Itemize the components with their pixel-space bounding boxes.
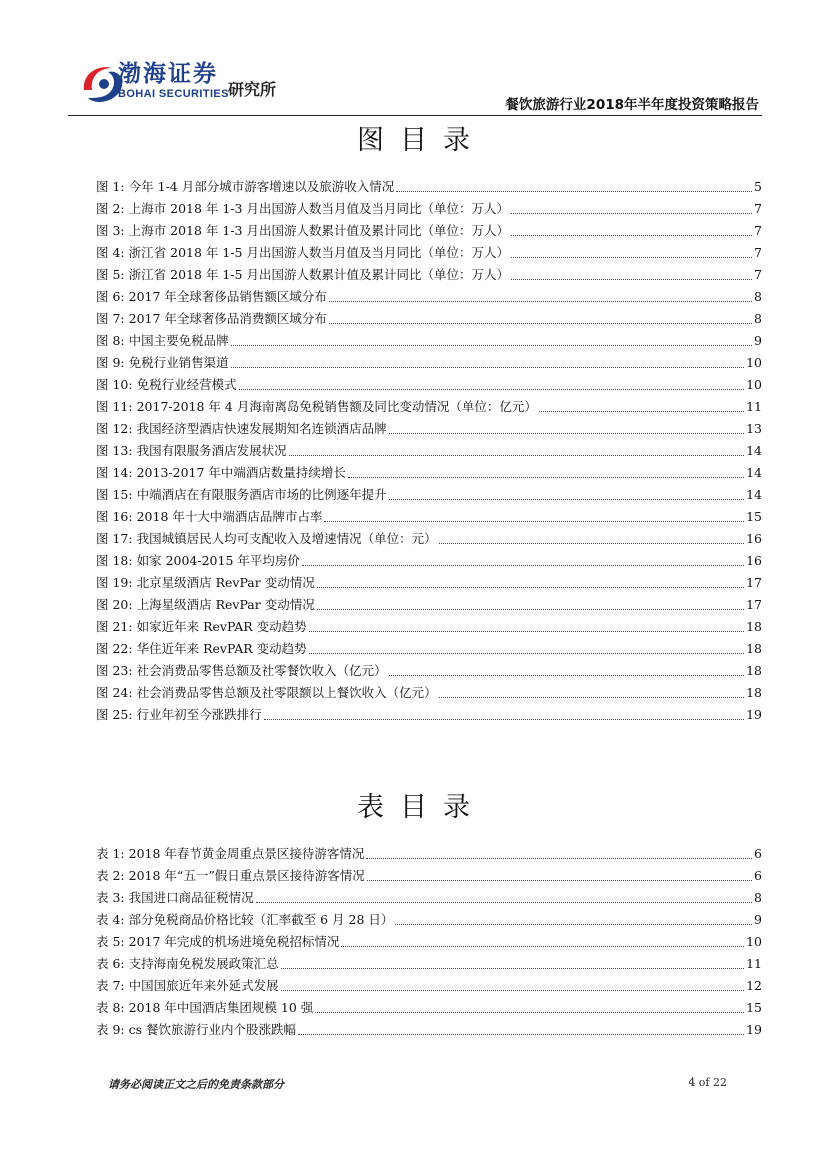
- table-entry-page: 6: [754, 868, 762, 883]
- table-index-title: 表目录: [357, 792, 486, 823]
- table-entry-label: 表 8:: [96, 1000, 125, 1015]
- dot-leader: [367, 879, 752, 881]
- table-entry-title: 支持海南免税发展政策汇总: [128, 956, 279, 971]
- figure-entry[interactable]: [96, 330, 762, 352]
- table-entry-page: 19: [746, 1022, 762, 1037]
- table-entry-label: 表 5:: [96, 934, 125, 949]
- figure-entry-page: 18: [746, 685, 762, 700]
- dot-leader: [317, 608, 744, 610]
- figure-entry-title: 如家近年来 RevPAR 变动趋势: [136, 619, 307, 634]
- table-entry[interactable]: [96, 865, 762, 887]
- figure-entry-label: 图 15:: [96, 487, 133, 502]
- figure-entry-label: 图 4:: [96, 245, 125, 260]
- table-entry-page: 12: [746, 978, 762, 993]
- figure-entry[interactable]: [96, 528, 762, 550]
- table-entry-label: 表 7:: [96, 978, 125, 993]
- table-entry-title: cs 餐饮旅游行业内个股涨跌幅: [128, 1022, 297, 1037]
- figure-entry-label: 图 20:: [96, 597, 133, 612]
- figure-entry-title: 行业年初至今涨跌排行: [136, 707, 262, 722]
- figure-index-list: [96, 176, 762, 726]
- dot-leader: [298, 1033, 744, 1035]
- figure-index-title: 图目录: [357, 125, 486, 156]
- figure-entry-title: 2017 年全球奢侈品销售额区域分布: [128, 289, 327, 304]
- brand-name-cn: 渤海证券: [118, 61, 218, 87]
- dot-leader: [511, 278, 752, 280]
- dot-leader: [539, 410, 744, 412]
- figure-entry-label: 图 1:: [96, 179, 125, 194]
- dot-leader: [315, 1011, 744, 1013]
- dot-leader: [329, 300, 752, 302]
- figure-entry-page: 15: [746, 509, 762, 524]
- figure-entry-title: 浙江省 2018 年 1-5 月出国游人数当月值及当月同比（单位：万人）: [128, 245, 509, 260]
- dot-leader: [317, 586, 744, 588]
- figure-entry[interactable]: [96, 176, 762, 198]
- figure-entry-title: 今年 1-4 月部分城市游客增速以及旅游收入情况: [128, 179, 395, 194]
- dot-leader: [389, 498, 744, 500]
- table-entry-label: 表 9:: [96, 1022, 125, 1037]
- dot-leader: [511, 234, 752, 236]
- figure-entry-page: 10: [746, 377, 762, 392]
- figure-entry-label: 图 16:: [96, 509, 133, 524]
- figure-entry[interactable]: [96, 484, 762, 506]
- dot-leader: [302, 564, 744, 566]
- table-entry-label: 表 2:: [96, 868, 125, 883]
- dot-leader: [395, 923, 752, 925]
- dot-leader: [348, 476, 744, 478]
- table-entry-title: 我国进口商品征税情况: [128, 890, 254, 905]
- table-entry[interactable]: [96, 975, 762, 997]
- figure-entry[interactable]: [96, 660, 762, 682]
- dot-leader: [389, 674, 744, 676]
- figure-entry-title: 我国有限服务酒店发展状况: [136, 443, 287, 458]
- table-entry[interactable]: [96, 843, 762, 865]
- figure-entry-label: 图 25:: [96, 707, 133, 722]
- table-entry-page: 10: [746, 934, 762, 949]
- figure-entry-title: 我国城镇居民人均可支配收入及增速情况（单位：元）: [136, 531, 437, 546]
- figure-entry-page: 8: [754, 289, 762, 304]
- footer-page-number: 4 of 22: [688, 1076, 727, 1089]
- figure-entry[interactable]: [96, 506, 762, 528]
- figure-entry[interactable]: [96, 352, 762, 374]
- figure-entry-label: 图 12:: [96, 421, 133, 436]
- figure-entry[interactable]: [96, 638, 762, 660]
- figure-entry[interactable]: [96, 220, 762, 242]
- figure-entry-title: 2018 年十大中端酒店品牌市占率: [136, 509, 323, 524]
- figure-entry-title: 上海市 2018 年 1-3 月出国游人数累计值及累计同比（单位：万人）: [128, 223, 509, 238]
- dot-leader: [239, 388, 744, 390]
- figure-entry[interactable]: [96, 594, 762, 616]
- figure-entry[interactable]: [96, 308, 762, 330]
- figure-entry-title: 免税行业经营模式: [136, 377, 237, 392]
- figure-entry-page: 7: [754, 267, 762, 282]
- dot-leader: [396, 190, 752, 192]
- figure-entry-page: 7: [754, 201, 762, 216]
- figure-entry-label: 图 14:: [96, 465, 133, 480]
- figure-entry-title: 2013-2017 年中端酒店数量持续增长: [136, 465, 346, 480]
- figure-entry[interactable]: [96, 418, 762, 440]
- figure-entry-page: 17: [746, 597, 762, 612]
- table-entry-page: 8: [754, 890, 762, 905]
- table-entry-label: 表 6:: [96, 956, 125, 971]
- figure-entry-title: 上海星级酒店 RevPar 变动情况: [136, 597, 315, 612]
- dot-leader: [309, 630, 744, 632]
- table-entry-page: 9: [754, 912, 762, 927]
- figure-entry[interactable]: [96, 682, 762, 704]
- table-entry-title: 2017 年完成的机场进境免税招标情况: [128, 934, 340, 949]
- dot-leader: [231, 344, 752, 346]
- figure-entry-title: 2017-2018 年 4 月海南离岛免税销售额及同比变动情况（单位：亿元）: [136, 399, 537, 414]
- dot-leader: [511, 256, 752, 258]
- figure-entry-label: 图 22:: [96, 641, 133, 656]
- figure-entry-title: 华住近年来 RevPAR 变动趋势: [136, 641, 307, 656]
- department-label: 研究所: [228, 80, 277, 99]
- dot-leader: [389, 432, 744, 434]
- table-entry[interactable]: [96, 997, 762, 1019]
- table-entry-label: 表 3:: [96, 890, 125, 905]
- figure-entry-label: 图 8:: [96, 333, 125, 348]
- figure-entry-label: 图 11:: [96, 399, 133, 414]
- dot-leader: [366, 857, 752, 859]
- figure-entry-page: 13: [746, 421, 762, 436]
- figure-entry[interactable]: [96, 550, 762, 572]
- figure-entry-label: 图 24:: [96, 685, 133, 700]
- figure-entry-title: 浙江省 2018 年 1-5 月出国游人数累计值及累计同比（单位：万人）: [128, 267, 509, 282]
- figure-entry[interactable]: [96, 396, 762, 418]
- figure-entry-page: 14: [746, 465, 762, 480]
- figure-entry-label: 图 9:: [96, 355, 125, 370]
- figure-entry-title: 社会消费品零售总额及社零餐饮收入（亿元）: [136, 663, 387, 678]
- figure-entry-page: 8: [754, 311, 762, 326]
- table-entry-title: 2018 年中国酒店集团规模 10 强: [128, 1000, 314, 1015]
- table-entry-label: 表 1:: [96, 846, 125, 861]
- figure-entry[interactable]: [96, 374, 762, 396]
- dot-leader: [289, 454, 744, 456]
- figure-entry-page: 10: [746, 355, 762, 370]
- brand-logotype: [118, 60, 229, 100]
- table-entry-title: 中国国旅近年来外延式发展: [128, 978, 279, 993]
- figure-entry-label: 图 18:: [96, 553, 133, 568]
- dot-leader: [256, 901, 752, 903]
- figure-entry-page: 7: [754, 223, 762, 238]
- table-entry[interactable]: [96, 1019, 762, 1041]
- figure-entry-title: 免税行业销售渠道: [128, 355, 229, 370]
- figure-entry-page: 7: [754, 245, 762, 260]
- figure-entry-page: 5: [754, 179, 762, 194]
- figure-entry-label: 图 6:: [96, 289, 125, 304]
- figure-entry-title: 中国主要免税品牌: [128, 333, 229, 348]
- figure-entry[interactable]: [96, 440, 762, 462]
- dot-leader: [341, 945, 744, 947]
- dot-leader: [511, 212, 752, 214]
- figure-entry-label: 图 10:: [96, 377, 133, 392]
- figure-entry-page: 14: [746, 443, 762, 458]
- figure-entry[interactable]: [96, 462, 762, 484]
- figure-entry-page: 16: [746, 531, 762, 546]
- figure-entry-title: 社会消费品零售总额及社零限额以上餐饮收入（亿元）: [136, 685, 437, 700]
- footer-disclaimer: 请务必阅读正文之后的免责条款部分: [108, 1078, 284, 1091]
- dot-leader: [309, 652, 744, 654]
- table-entry-title: 2018 年春节黄金周重点景区接待游客情况: [128, 846, 365, 861]
- figure-entry-label: 图 7:: [96, 311, 125, 326]
- table-entry-title: 2018 年“五一”假日重点景区接待游客情况: [128, 868, 365, 883]
- figure-entry-title: 北京星级酒店 RevPar 变动情况: [136, 575, 315, 590]
- figure-entry-page: 18: [746, 641, 762, 656]
- figure-entry-page: 19: [746, 707, 762, 722]
- figure-entry-title: 中端酒店在有限服务酒店市场的比例逐年提升: [136, 487, 387, 502]
- dot-leader: [281, 989, 744, 991]
- dot-leader: [439, 696, 744, 698]
- figure-entry-page: 14: [746, 487, 762, 502]
- dot-leader: [264, 718, 744, 720]
- table-entry-page: 11: [746, 956, 762, 971]
- dot-leader: [231, 366, 744, 368]
- table-entry[interactable]: [96, 931, 762, 953]
- table-entry[interactable]: [96, 887, 762, 909]
- table-entry-title: 部分免税商品价格比较（汇率截至 6 月 28 日）: [128, 912, 394, 927]
- figure-entry[interactable]: [96, 704, 762, 726]
- figure-entry-title: 如家 2004-2015 年平均房价: [136, 553, 300, 568]
- figure-entry[interactable]: [96, 242, 762, 264]
- dot-leader: [439, 542, 744, 544]
- brand-name-en: BOHAI SECURITIES: [118, 88, 229, 100]
- figure-entry[interactable]: [96, 198, 762, 220]
- dot-leader: [329, 322, 752, 324]
- figure-entry-title: 2017 年全球奢侈品消费额区域分布: [128, 311, 327, 326]
- figure-entry-page: 16: [746, 553, 762, 568]
- table-entry[interactable]: [96, 909, 762, 931]
- figure-entry-page: 11: [746, 399, 762, 414]
- table-index-list: [96, 843, 762, 1041]
- figure-entry-label: 图 13:: [96, 443, 133, 458]
- dot-leader: [324, 520, 744, 522]
- figure-entry-page: 17: [746, 575, 762, 590]
- figure-entry-label: 图 3:: [96, 223, 125, 238]
- table-entry-label: 表 4:: [96, 912, 125, 927]
- report-title: 餐饮旅游行业2018年半年度投资策略报告: [505, 97, 759, 113]
- figure-entry-label: 图 19:: [96, 575, 133, 590]
- table-entry-page: 6: [754, 846, 762, 861]
- figure-entry-label: 图 5:: [96, 267, 125, 282]
- figure-entry[interactable]: [96, 572, 762, 594]
- figure-entry-label: 图 21:: [96, 619, 133, 634]
- table-entry-page: 15: [746, 1000, 762, 1015]
- figure-entry-label: 图 17:: [96, 531, 133, 546]
- header-divider: [68, 115, 762, 116]
- figure-entry-label: 图 2:: [96, 201, 125, 216]
- figure-entry-title: 我国经济型酒店快速发展期知名连锁酒店品牌: [136, 421, 387, 436]
- figure-entry-page: 18: [746, 619, 762, 634]
- figure-entry[interactable]: [96, 286, 762, 308]
- figure-entry-title: 上海市 2018 年 1-3 月出国游人数当月值及当月同比（单位：万人）: [128, 201, 509, 216]
- figure-entry[interactable]: [96, 616, 762, 638]
- page-header: [0, 0, 827, 120]
- figure-entry-page: 18: [746, 663, 762, 678]
- figure-entry-label: 图 23:: [96, 663, 133, 678]
- figure-entry-page: 9: [754, 333, 762, 348]
- figure-entry[interactable]: [96, 264, 762, 286]
- table-entry[interactable]: [96, 953, 762, 975]
- dot-leader: [281, 967, 744, 969]
